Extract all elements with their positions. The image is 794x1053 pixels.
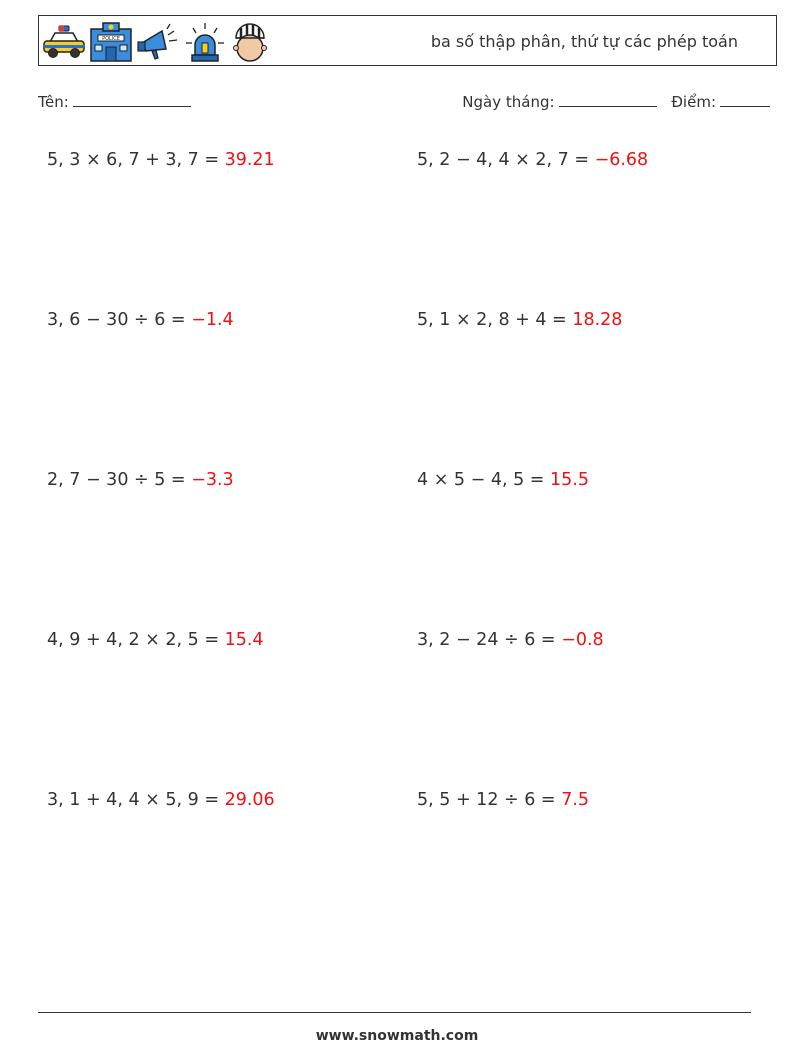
police-car-icon	[42, 22, 86, 62]
score-blank[interactable]	[720, 92, 770, 107]
date-score-fields	[462, 92, 770, 111]
score-label: Điểm:	[671, 93, 716, 111]
problem-expression: 5, 1 × 2, 8 + 4 =	[417, 310, 567, 330]
problem-2	[417, 150, 648, 170]
name-label: Tên:	[38, 93, 69, 111]
problem-expression: 3, 2 − 24 ÷ 6 =	[417, 630, 556, 650]
name-blank[interactable]	[73, 92, 191, 107]
siren-light-icon	[183, 21, 227, 63]
megaphone-icon	[136, 21, 180, 63]
problem-8	[417, 630, 604, 650]
problem-answer: −0.8	[561, 630, 604, 650]
problem-answer: −6.68	[594, 150, 649, 170]
problem-5	[47, 470, 234, 490]
date-blank[interactable]	[559, 92, 657, 107]
problem-answer: 7.5	[561, 790, 590, 810]
problem-expression: 3, 6 − 30 ÷ 6 =	[47, 310, 186, 330]
problem-expression: 4 × 5 − 4, 5 =	[417, 470, 545, 490]
problem-6	[417, 470, 589, 490]
problem-7	[47, 630, 264, 650]
problem-expression: 5, 5 + 12 ÷ 6 =	[417, 790, 556, 810]
problem-1	[47, 150, 275, 170]
problem-answer: 39.21	[224, 150, 275, 170]
name-field	[38, 92, 191, 111]
problem-answer: −3.3	[191, 470, 234, 490]
problem-expression: 2, 7 − 30 ÷ 5 =	[47, 470, 186, 490]
footer-divider	[38, 1012, 751, 1013]
problem-answer: −1.4	[191, 310, 234, 330]
problem-9	[47, 790, 275, 810]
footer-url[interactable]: www.snowmath.com	[315, 1028, 479, 1044]
problem-answer: 15.5	[550, 470, 590, 490]
prisoner-icon	[230, 20, 270, 64]
problem-expression: 5, 3 × 6, 7 + 3, 7 =	[47, 150, 219, 170]
problem-answer: 18.28	[572, 310, 623, 330]
header-icons	[42, 19, 270, 65]
problem-answer: 15.4	[224, 630, 264, 650]
police-station-icon	[89, 21, 133, 63]
problem-10	[417, 790, 589, 810]
worksheet-title: ba số thập phân, thứ tự các phép toán	[430, 32, 738, 51]
police-sign: POLICE	[102, 36, 120, 42]
problem-4	[417, 310, 622, 330]
date-label: Ngày tháng:	[462, 93, 555, 111]
problem-3	[47, 310, 234, 330]
problem-expression: 3, 1 + 4, 4 × 5, 9 =	[47, 790, 219, 810]
problem-expression: 5, 2 − 4, 4 × 2, 7 =	[417, 150, 589, 170]
problem-answer: 29.06	[224, 790, 275, 810]
problem-expression: 4, 9 + 4, 2 × 2, 5 =	[47, 630, 219, 650]
header-box	[38, 15, 777, 66]
